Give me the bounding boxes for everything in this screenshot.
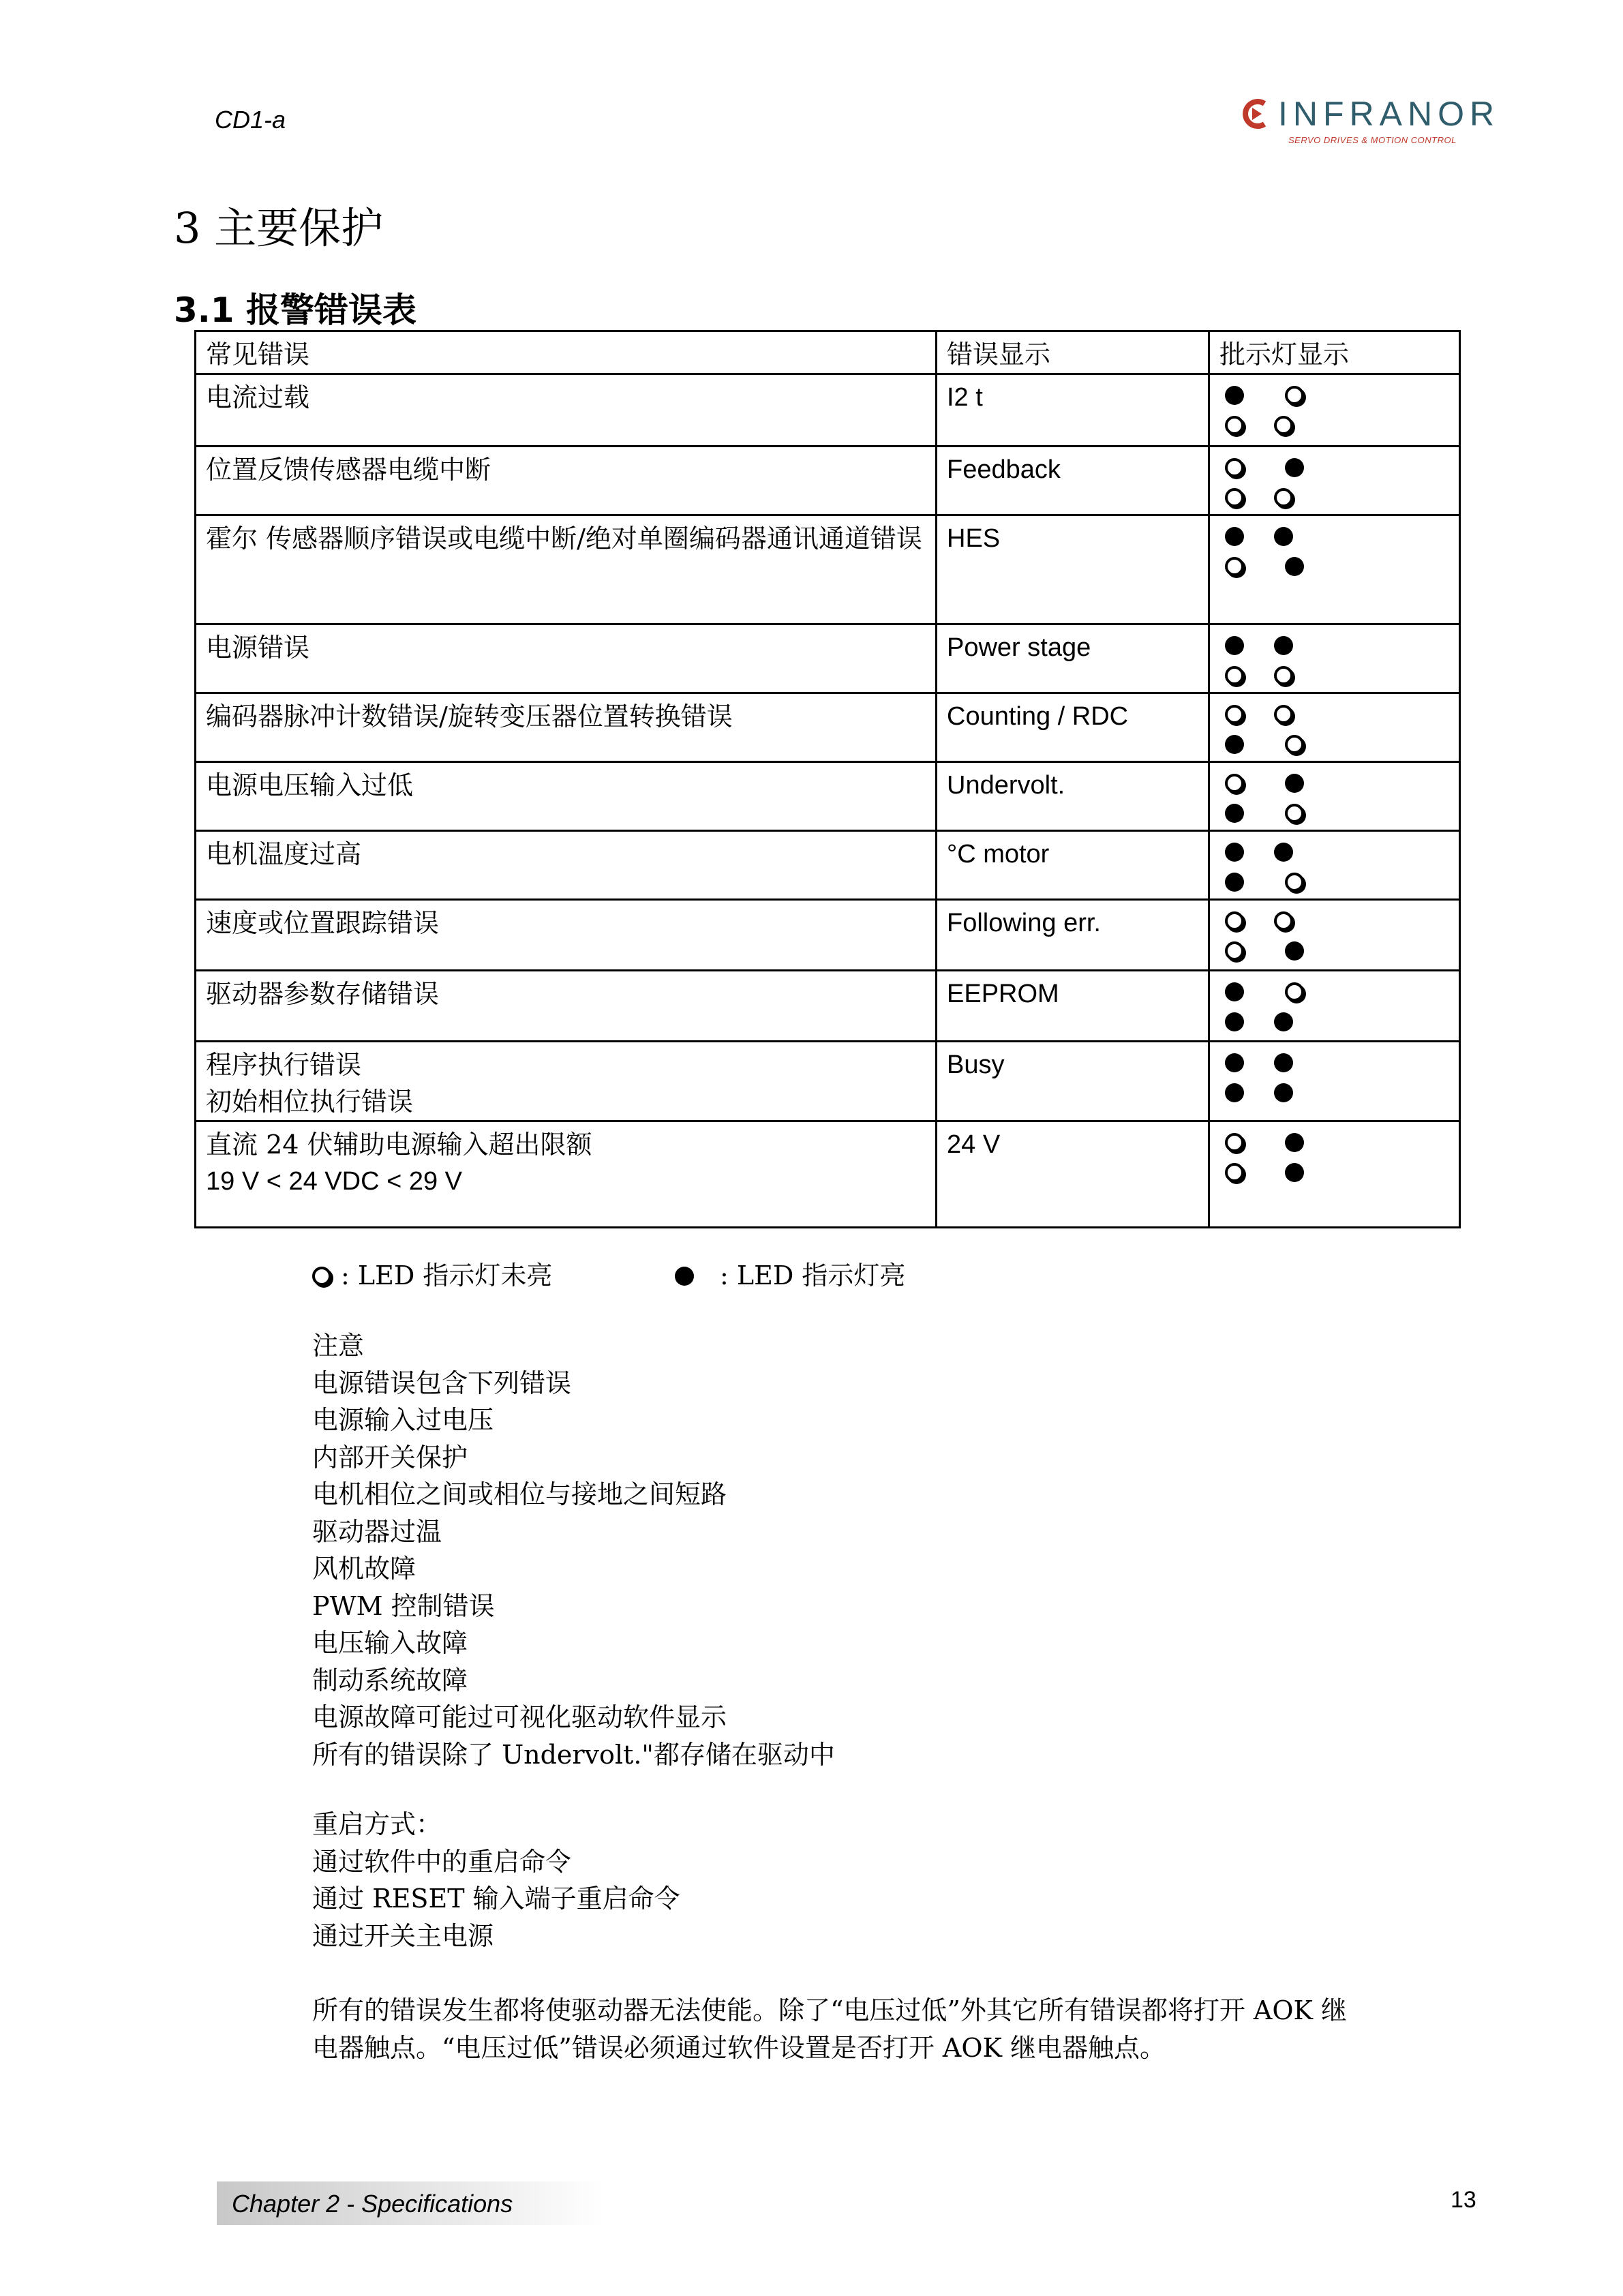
table-row	[196, 762, 1460, 831]
led-on-icon	[1285, 941, 1304, 961]
error-description	[196, 831, 937, 900]
page-number: 13	[1451, 2187, 1476, 2213]
notes-line: 驱动器过温	[312, 1516, 442, 1547]
led-row	[1219, 907, 1449, 937]
led-row	[1219, 382, 1449, 412]
led-indicator-cell	[1209, 900, 1460, 971]
closing-paragraph-line: 电器触点。“电压过低”错误必须通过软件设置是否打开 AOK 继电器触点。	[312, 2032, 1166, 2063]
legend-on-label: : LED 指示灯亮	[720, 1260, 906, 1290]
led-row	[1219, 412, 1449, 442]
table-row	[196, 900, 1460, 971]
led-indicator-cell	[1209, 1121, 1460, 1228]
logo-wordmark: INFRANOR	[1278, 95, 1500, 133]
led-off-icon	[1285, 804, 1304, 823]
error-display-code: I2 t	[937, 374, 1209, 447]
led-on-icon	[675, 1267, 694, 1286]
led-off-icon	[1225, 458, 1244, 477]
led-off-icon	[1225, 416, 1244, 435]
notes-line: PWM 控制错误	[312, 1590, 495, 1621]
error-description-line: 电源错误	[206, 633, 310, 663]
table-row	[196, 971, 1460, 1042]
led-indicator-cell	[1209, 515, 1460, 624]
led-on-icon	[1274, 636, 1293, 655]
error-description-line: 电机温度过高	[206, 839, 362, 869]
error-display-code: Feedback	[937, 447, 1209, 515]
error-description-line: 直流 24 伏辅助电源输入超出限额	[206, 1130, 592, 1160]
notes-line: 电机相位之间或相位与接地之间短路	[312, 1479, 727, 1509]
table-row	[196, 624, 1460, 693]
led-indicator-cell	[1209, 1042, 1460, 1121]
error-description	[196, 624, 937, 693]
error-description-line: 驱动器参数存储错误	[206, 979, 440, 1009]
led-off-icon	[1225, 1163, 1244, 1182]
led-on-icon	[1285, 1133, 1304, 1152]
notes-line: 所有的错误除了 Undervolt."都存储在驱动中	[312, 1739, 835, 1770]
table-row	[196, 515, 1460, 624]
error-description	[196, 900, 937, 971]
led-on-icon	[1225, 735, 1244, 754]
led-on-icon	[1225, 982, 1244, 1001]
error-display-code: Power stage	[937, 624, 1209, 693]
led-row	[1219, 731, 1449, 761]
led-row	[1219, 1008, 1449, 1038]
header-led-display: 批示灯显示	[1209, 331, 1460, 374]
error-description	[196, 693, 937, 762]
error-description-line: 速度或位置跟踪错误	[206, 908, 440, 938]
document-code: CD1-a	[215, 106, 286, 134]
error-description-line: 编码器脉冲计数错误/旋转变压器位置转换错误	[206, 701, 733, 731]
error-description	[196, 447, 937, 515]
led-off-icon	[1274, 416, 1293, 435]
led-indicator-cell	[1209, 693, 1460, 762]
error-display-code: HES	[937, 515, 1209, 624]
led-row	[1219, 1079, 1449, 1109]
led-row	[1219, 523, 1449, 553]
led-on-icon	[1274, 1053, 1293, 1072]
footer-chapter: Chapter 2 - Specifications	[232, 2190, 513, 2218]
led-on-icon	[1225, 804, 1244, 823]
table-row	[196, 1121, 1460, 1228]
subsection-heading: 3.1 报警错误表	[174, 290, 416, 330]
error-description-line: 电源电压输入过低	[206, 770, 414, 800]
led-on-icon	[1274, 1083, 1293, 1102]
led-on-icon	[1285, 458, 1304, 477]
led-off-icon	[1225, 666, 1244, 685]
led-off-icon	[1225, 941, 1244, 961]
led-off-icon	[1285, 873, 1304, 892]
led-on-icon	[1225, 527, 1244, 546]
led-row	[1219, 632, 1449, 662]
led-off-icon	[1285, 386, 1304, 405]
notes-line: 电源故障可能过可视化驱动软件显示	[312, 1702, 727, 1732]
error-description	[196, 515, 937, 624]
led-indicator-cell	[1209, 762, 1460, 831]
led-on-icon	[1225, 1012, 1244, 1031]
legend-on	[675, 1254, 905, 1292]
led-row	[1219, 454, 1449, 484]
led-on-icon	[1225, 636, 1244, 655]
error-display-code: 24 V	[937, 1121, 1209, 1228]
led-row	[1219, 1129, 1449, 1159]
led-off-icon	[1274, 911, 1293, 931]
led-row	[1219, 1049, 1449, 1079]
legend-off-label: : LED 指示灯未亮	[341, 1260, 553, 1290]
table-row	[196, 447, 1460, 515]
section-heading: 3 主要保护	[174, 203, 384, 253]
infranor-logo	[1237, 94, 1500, 149]
error-display-code: Counting / RDC	[937, 693, 1209, 762]
led-row	[1219, 1159, 1449, 1189]
notes-line: 电压输入故障	[312, 1628, 468, 1658]
led-off-icon	[1225, 911, 1244, 931]
led-indicator-cell	[1209, 624, 1460, 693]
led-row	[1219, 770, 1449, 800]
legend-off	[312, 1254, 552, 1292]
led-row	[1219, 553, 1449, 583]
logo-tagline: SERVO DRIVES & MOTION CONTROL	[1288, 135, 1457, 145]
closing-paragraph-line: 所有的错误发生都将使驱动器无法使能。除了“电压过低”外其它所有错误都将打开 AOK 继	[312, 1995, 1347, 2025]
notes-line: 内部开关保护	[312, 1442, 468, 1472]
led-off-icon	[312, 1267, 331, 1286]
error-display-code: EEPROM	[937, 971, 1209, 1042]
error-description	[196, 1121, 937, 1228]
led-off-icon	[1225, 1133, 1244, 1152]
led-off-icon	[1274, 488, 1293, 507]
led-row	[1219, 800, 1449, 830]
notes-title: 注意	[312, 1331, 365, 1361]
alarm-error-table	[194, 330, 1461, 1228]
led-indicator-cell	[1209, 447, 1460, 515]
table-row	[196, 693, 1460, 762]
led-off-icon	[1225, 557, 1244, 576]
error-description	[196, 971, 937, 1042]
error-display-code: Busy	[937, 1042, 1209, 1121]
reset-title: 重启方式：	[312, 1809, 442, 1839]
table-row	[196, 1042, 1460, 1121]
notes-line: 制动系统故障	[312, 1665, 468, 1695]
logo-mark-icon	[1237, 97, 1271, 131]
header-common-error: 常见错误	[196, 331, 937, 374]
error-display-code: Undervolt.	[937, 762, 1209, 831]
error-description	[196, 374, 937, 447]
error-display-code: Following err.	[937, 900, 1209, 971]
error-description-line: 电流过载	[206, 382, 310, 412]
led-on-icon	[1225, 873, 1244, 892]
notes-line: 电源输入过电压	[312, 1405, 494, 1435]
led-on-icon	[1285, 774, 1304, 793]
led-off-icon	[1225, 774, 1244, 793]
notes-line: 风机故障	[312, 1554, 416, 1584]
error-description-line: 霍尔 传感器顺序错误或电缆中断/绝对单圈编码器通讯通道错误	[206, 524, 922, 554]
led-row	[1219, 701, 1449, 731]
led-row	[1219, 662, 1449, 692]
led-on-icon	[1225, 386, 1244, 405]
led-on-icon	[1225, 843, 1244, 862]
reset-line: 通过软件中的重启命令	[312, 1846, 572, 1877]
reset-line: 通过开关主电源	[312, 1920, 494, 1951]
error-display-code: °C motor	[937, 831, 1209, 900]
led-indicator-cell	[1209, 374, 1460, 447]
table-row	[196, 831, 1460, 900]
error-description	[196, 762, 937, 831]
led-on-icon	[1274, 843, 1293, 862]
led-indicator-cell	[1209, 831, 1460, 900]
led-row	[1219, 978, 1449, 1008]
led-on-icon	[1225, 1053, 1244, 1072]
led-off-icon	[1225, 488, 1244, 507]
table-header-row	[196, 331, 1460, 374]
led-on-icon	[1225, 1083, 1244, 1102]
error-description	[196, 1042, 937, 1121]
error-description-line: 位置反馈传感器电缆中断	[206, 455, 491, 485]
led-off-icon	[1225, 705, 1244, 724]
led-on-icon	[1274, 1012, 1293, 1031]
table-row	[196, 374, 1460, 447]
error-description-line: 初始相位执行错误	[206, 1087, 414, 1117]
led-row	[1219, 839, 1449, 868]
led-off-icon	[1274, 666, 1293, 685]
header-error-display: 错误显示	[937, 331, 1209, 374]
led-indicator-cell	[1209, 971, 1460, 1042]
led-row	[1219, 868, 1449, 898]
notes-line: 电源错误包含下列错误	[312, 1368, 572, 1398]
led-row	[1219, 937, 1449, 967]
error-description-line: 19 V < 24 VDC < 29 V	[206, 1167, 463, 1196]
led-on-icon	[1274, 527, 1293, 546]
led-off-icon	[1285, 735, 1304, 754]
led-off-icon	[1274, 705, 1293, 724]
led-on-icon	[1285, 1163, 1304, 1182]
led-on-icon	[1285, 557, 1304, 576]
led-row	[1219, 484, 1449, 514]
led-off-icon	[1285, 982, 1304, 1001]
reset-line: 通过 RESET 输入端子重启命令	[312, 1884, 680, 1914]
error-description-line: 程序执行错误	[206, 1050, 362, 1080]
